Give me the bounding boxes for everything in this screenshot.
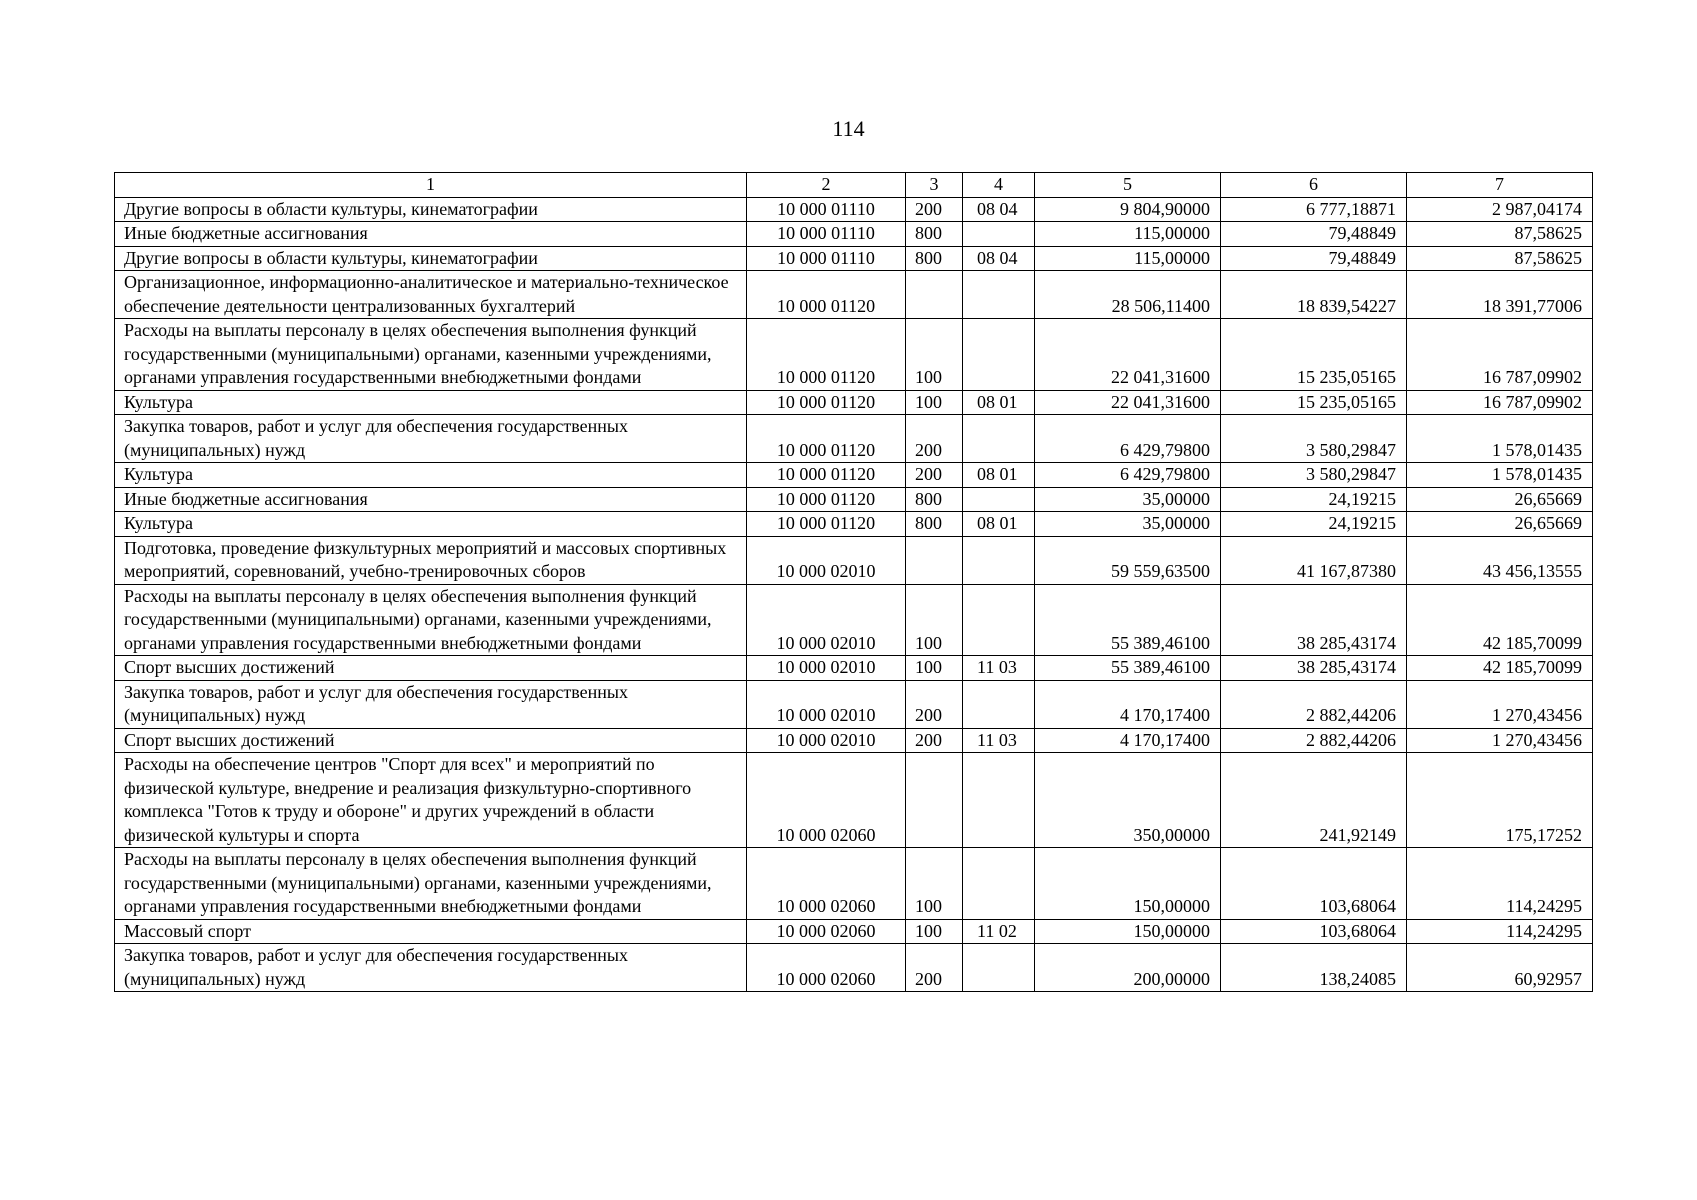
row-target-code: 10 000 02060	[747, 753, 906, 848]
row-value-5: 59 559,63500	[1035, 536, 1221, 584]
row-value-5: 150,00000	[1035, 848, 1221, 920]
table-row	[115, 463, 1593, 488]
row-target-code: 10 000 02060	[747, 944, 906, 992]
row-value-7: 42 185,70099	[1407, 584, 1593, 656]
row-section: 11 03	[963, 656, 1035, 681]
row-value-6: 103,68064	[1221, 919, 1407, 944]
row-value-5: 35,00000	[1035, 487, 1221, 512]
table-row	[115, 728, 1593, 753]
table-row	[115, 487, 1593, 512]
row-value-5: 55 389,46100	[1035, 584, 1221, 656]
row-target-code: 10 000 01120	[747, 271, 906, 319]
row-name: Расходы на обеспечение центров "Спорт для всех" и мероприятий по физической культуре, внедрение и реализация физкультурно-спортивного комплекса "Готов к труду и обороне" и других учреждений в области физической культуры и спорта	[115, 753, 747, 848]
row-expense-type: 200	[906, 944, 963, 992]
row-name: Закупка товаров, работ и услуг для обеспечения государственных (муниципальных) нужд	[115, 680, 747, 728]
row-expense-type: 200	[906, 197, 963, 222]
row-name: Культура	[115, 512, 747, 537]
table-row	[115, 919, 1593, 944]
row-value-7: 60,92957	[1407, 944, 1593, 992]
row-target-code: 10 000 02060	[747, 919, 906, 944]
row-section	[963, 415, 1035, 463]
row-section: 08 01	[963, 390, 1035, 415]
row-value-5: 22 041,31600	[1035, 319, 1221, 391]
table-row	[115, 271, 1593, 319]
row-target-code: 10 000 02010	[747, 584, 906, 656]
table-row	[115, 222, 1593, 247]
table-row	[115, 753, 1593, 848]
column-header-1: 1	[115, 173, 747, 198]
row-section	[963, 584, 1035, 656]
row-value-6: 15 235,05165	[1221, 390, 1407, 415]
row-target-code: 10 000 01120	[747, 415, 906, 463]
row-expense-type: 800	[906, 487, 963, 512]
row-value-6: 103,68064	[1221, 848, 1407, 920]
row-name: Расходы на выплаты персоналу в целях обеспечения выполнения функций государственными (муниципальными) органами, казенными учреждениями, органами управления государственными внебюджетными фондами	[115, 584, 747, 656]
row-target-code: 10 000 02010	[747, 680, 906, 728]
row-section	[963, 680, 1035, 728]
row-target-code: 10 000 01120	[747, 512, 906, 537]
row-expense-type: 100	[906, 848, 963, 920]
row-expense-type: 200	[906, 728, 963, 753]
row-value-5: 350,00000	[1035, 753, 1221, 848]
row-name: Другие вопросы в области культуры, кинематографии	[115, 246, 747, 271]
row-target-code: 10 000 02060	[747, 848, 906, 920]
row-expense-type: 800	[906, 246, 963, 271]
table-row	[115, 390, 1593, 415]
row-value-6: 15 235,05165	[1221, 319, 1407, 391]
row-name: Иные бюджетные ассигнования	[115, 487, 747, 512]
row-value-7: 1 578,01435	[1407, 463, 1593, 488]
column-header-5: 5	[1035, 173, 1221, 198]
row-section: 08 01	[963, 512, 1035, 537]
row-name: Другие вопросы в области культуры, кинематографии	[115, 197, 747, 222]
row-name: Культура	[115, 390, 747, 415]
row-section	[963, 319, 1035, 391]
row-value-6: 3 580,29847	[1221, 415, 1407, 463]
column-header-4: 4	[963, 173, 1035, 198]
table-row	[115, 656, 1593, 681]
row-value-7: 114,24295	[1407, 848, 1593, 920]
column-header-3: 3	[906, 173, 963, 198]
row-expense-type: 200	[906, 680, 963, 728]
row-value-5: 35,00000	[1035, 512, 1221, 537]
row-expense-type: 100	[906, 390, 963, 415]
row-value-5: 6 429,79800	[1035, 415, 1221, 463]
row-value-5: 9 804,90000	[1035, 197, 1221, 222]
table-row	[115, 944, 1593, 992]
row-target-code: 10 000 01120	[747, 390, 906, 415]
table-row	[115, 512, 1593, 537]
row-value-6: 79,48849	[1221, 222, 1407, 247]
row-name: Массовый спорт	[115, 919, 747, 944]
table-header-row	[115, 173, 1593, 198]
row-section	[963, 487, 1035, 512]
row-value-7: 2 987,04174	[1407, 197, 1593, 222]
table-row	[115, 415, 1593, 463]
row-value-7: 43 456,13555	[1407, 536, 1593, 584]
row-name: Иные бюджетные ассигнования	[115, 222, 747, 247]
row-target-code: 10 000 01120	[747, 319, 906, 391]
column-header-7: 7	[1407, 173, 1593, 198]
row-value-7: 114,24295	[1407, 919, 1593, 944]
row-value-7: 42 185,70099	[1407, 656, 1593, 681]
row-value-5: 6 429,79800	[1035, 463, 1221, 488]
row-expense-type: 100	[906, 319, 963, 391]
row-expense-type: 100	[906, 584, 963, 656]
row-name: Спорт высших достижений	[115, 728, 747, 753]
row-value-7: 16 787,09902	[1407, 390, 1593, 415]
row-name: Закупка товаров, работ и услуг для обеспечения государственных (муниципальных) нужд	[115, 944, 747, 992]
row-expense-type	[906, 536, 963, 584]
row-name: Организационное, информационно-аналитическое и материально-техническое обеспечение деятельности централизованных бухгалтерий	[115, 271, 747, 319]
row-name: Подготовка, проведение физкультурных мероприятий и массовых спортивных мероприятий, соревнований, учебно-тренировочных сборов	[115, 536, 747, 584]
row-section: 11 02	[963, 919, 1035, 944]
row-value-7: 87,58625	[1407, 222, 1593, 247]
row-expense-type: 200	[906, 415, 963, 463]
row-value-7: 26,65669	[1407, 512, 1593, 537]
table-row	[115, 848, 1593, 920]
budget-table	[114, 172, 1593, 992]
row-value-5: 200,00000	[1035, 944, 1221, 992]
row-value-7: 18 391,77006	[1407, 271, 1593, 319]
row-target-code: 10 000 01120	[747, 463, 906, 488]
column-header-6: 6	[1221, 173, 1407, 198]
row-name: Закупка товаров, работ и услуг для обеспечения государственных (муниципальных) нужд	[115, 415, 747, 463]
row-expense-type: 100	[906, 656, 963, 681]
row-target-code: 10 000 02010	[747, 536, 906, 584]
table-row	[115, 680, 1593, 728]
row-value-6: 38 285,43174	[1221, 656, 1407, 681]
row-section: 08 04	[963, 197, 1035, 222]
row-section	[963, 222, 1035, 247]
row-expense-type: 800	[906, 512, 963, 537]
row-value-6: 138,24085	[1221, 944, 1407, 992]
row-section: 08 04	[963, 246, 1035, 271]
row-value-6: 41 167,87380	[1221, 536, 1407, 584]
row-target-code: 10 000 01110	[747, 222, 906, 247]
row-value-5: 4 170,17400	[1035, 680, 1221, 728]
row-section	[963, 271, 1035, 319]
row-value-6: 18 839,54227	[1221, 271, 1407, 319]
row-value-7: 1 270,43456	[1407, 680, 1593, 728]
row-value-7: 1 270,43456	[1407, 728, 1593, 753]
table-row	[115, 197, 1593, 222]
row-value-7: 16 787,09902	[1407, 319, 1593, 391]
row-target-code: 10 000 02010	[747, 728, 906, 753]
table-row	[115, 584, 1593, 656]
row-expense-type: 800	[906, 222, 963, 247]
row-value-5: 55 389,46100	[1035, 656, 1221, 681]
row-expense-type: 100	[906, 919, 963, 944]
row-value-5: 28 506,11400	[1035, 271, 1221, 319]
row-expense-type	[906, 753, 963, 848]
table-row	[115, 319, 1593, 391]
page-number: 114	[832, 116, 865, 141]
row-value-6: 6 777,18871	[1221, 197, 1407, 222]
row-name: Спорт высших достижений	[115, 656, 747, 681]
row-value-6: 2 882,44206	[1221, 728, 1407, 753]
row-value-5: 22 041,31600	[1035, 390, 1221, 415]
row-section	[963, 944, 1035, 992]
row-section	[963, 536, 1035, 584]
row-section	[963, 848, 1035, 920]
row-value-6: 3 580,29847	[1221, 463, 1407, 488]
row-section	[963, 753, 1035, 848]
row-value-5: 115,00000	[1035, 222, 1221, 247]
row-expense-type	[906, 271, 963, 319]
row-name: Расходы на выплаты персоналу в целях обеспечения выполнения функций государственными (муниципальными) органами, казенными учреждениями, органами управления государственными внебюджетными фондами	[115, 319, 747, 391]
row-value-6: 241,92149	[1221, 753, 1407, 848]
row-target-code: 10 000 02010	[747, 656, 906, 681]
row-target-code: 10 000 01120	[747, 487, 906, 512]
row-value-5: 4 170,17400	[1035, 728, 1221, 753]
row-value-7: 175,17252	[1407, 753, 1593, 848]
row-value-6: 24,19215	[1221, 512, 1407, 537]
row-value-6: 38 285,43174	[1221, 584, 1407, 656]
row-section: 08 01	[963, 463, 1035, 488]
row-value-6: 2 882,44206	[1221, 680, 1407, 728]
row-name: Культура	[115, 463, 747, 488]
row-value-5: 150,00000	[1035, 919, 1221, 944]
row-value-6: 24,19215	[1221, 487, 1407, 512]
table-row	[115, 246, 1593, 271]
row-value-5: 115,00000	[1035, 246, 1221, 271]
row-target-code: 10 000 01110	[747, 246, 906, 271]
row-section: 11 03	[963, 728, 1035, 753]
table-row	[115, 536, 1593, 584]
row-target-code: 10 000 01110	[747, 197, 906, 222]
column-header-2: 2	[747, 173, 906, 198]
row-value-7: 87,58625	[1407, 246, 1593, 271]
row-value-7: 26,65669	[1407, 487, 1593, 512]
row-value-7: 1 578,01435	[1407, 415, 1593, 463]
row-expense-type: 200	[906, 463, 963, 488]
row-value-6: 79,48849	[1221, 246, 1407, 271]
row-name: Расходы на выплаты персоналу в целях обеспечения выполнения функций государственными (муниципальными) органами, казенными учреждениями, органами управления государственными внебюджетными фондами	[115, 848, 747, 920]
